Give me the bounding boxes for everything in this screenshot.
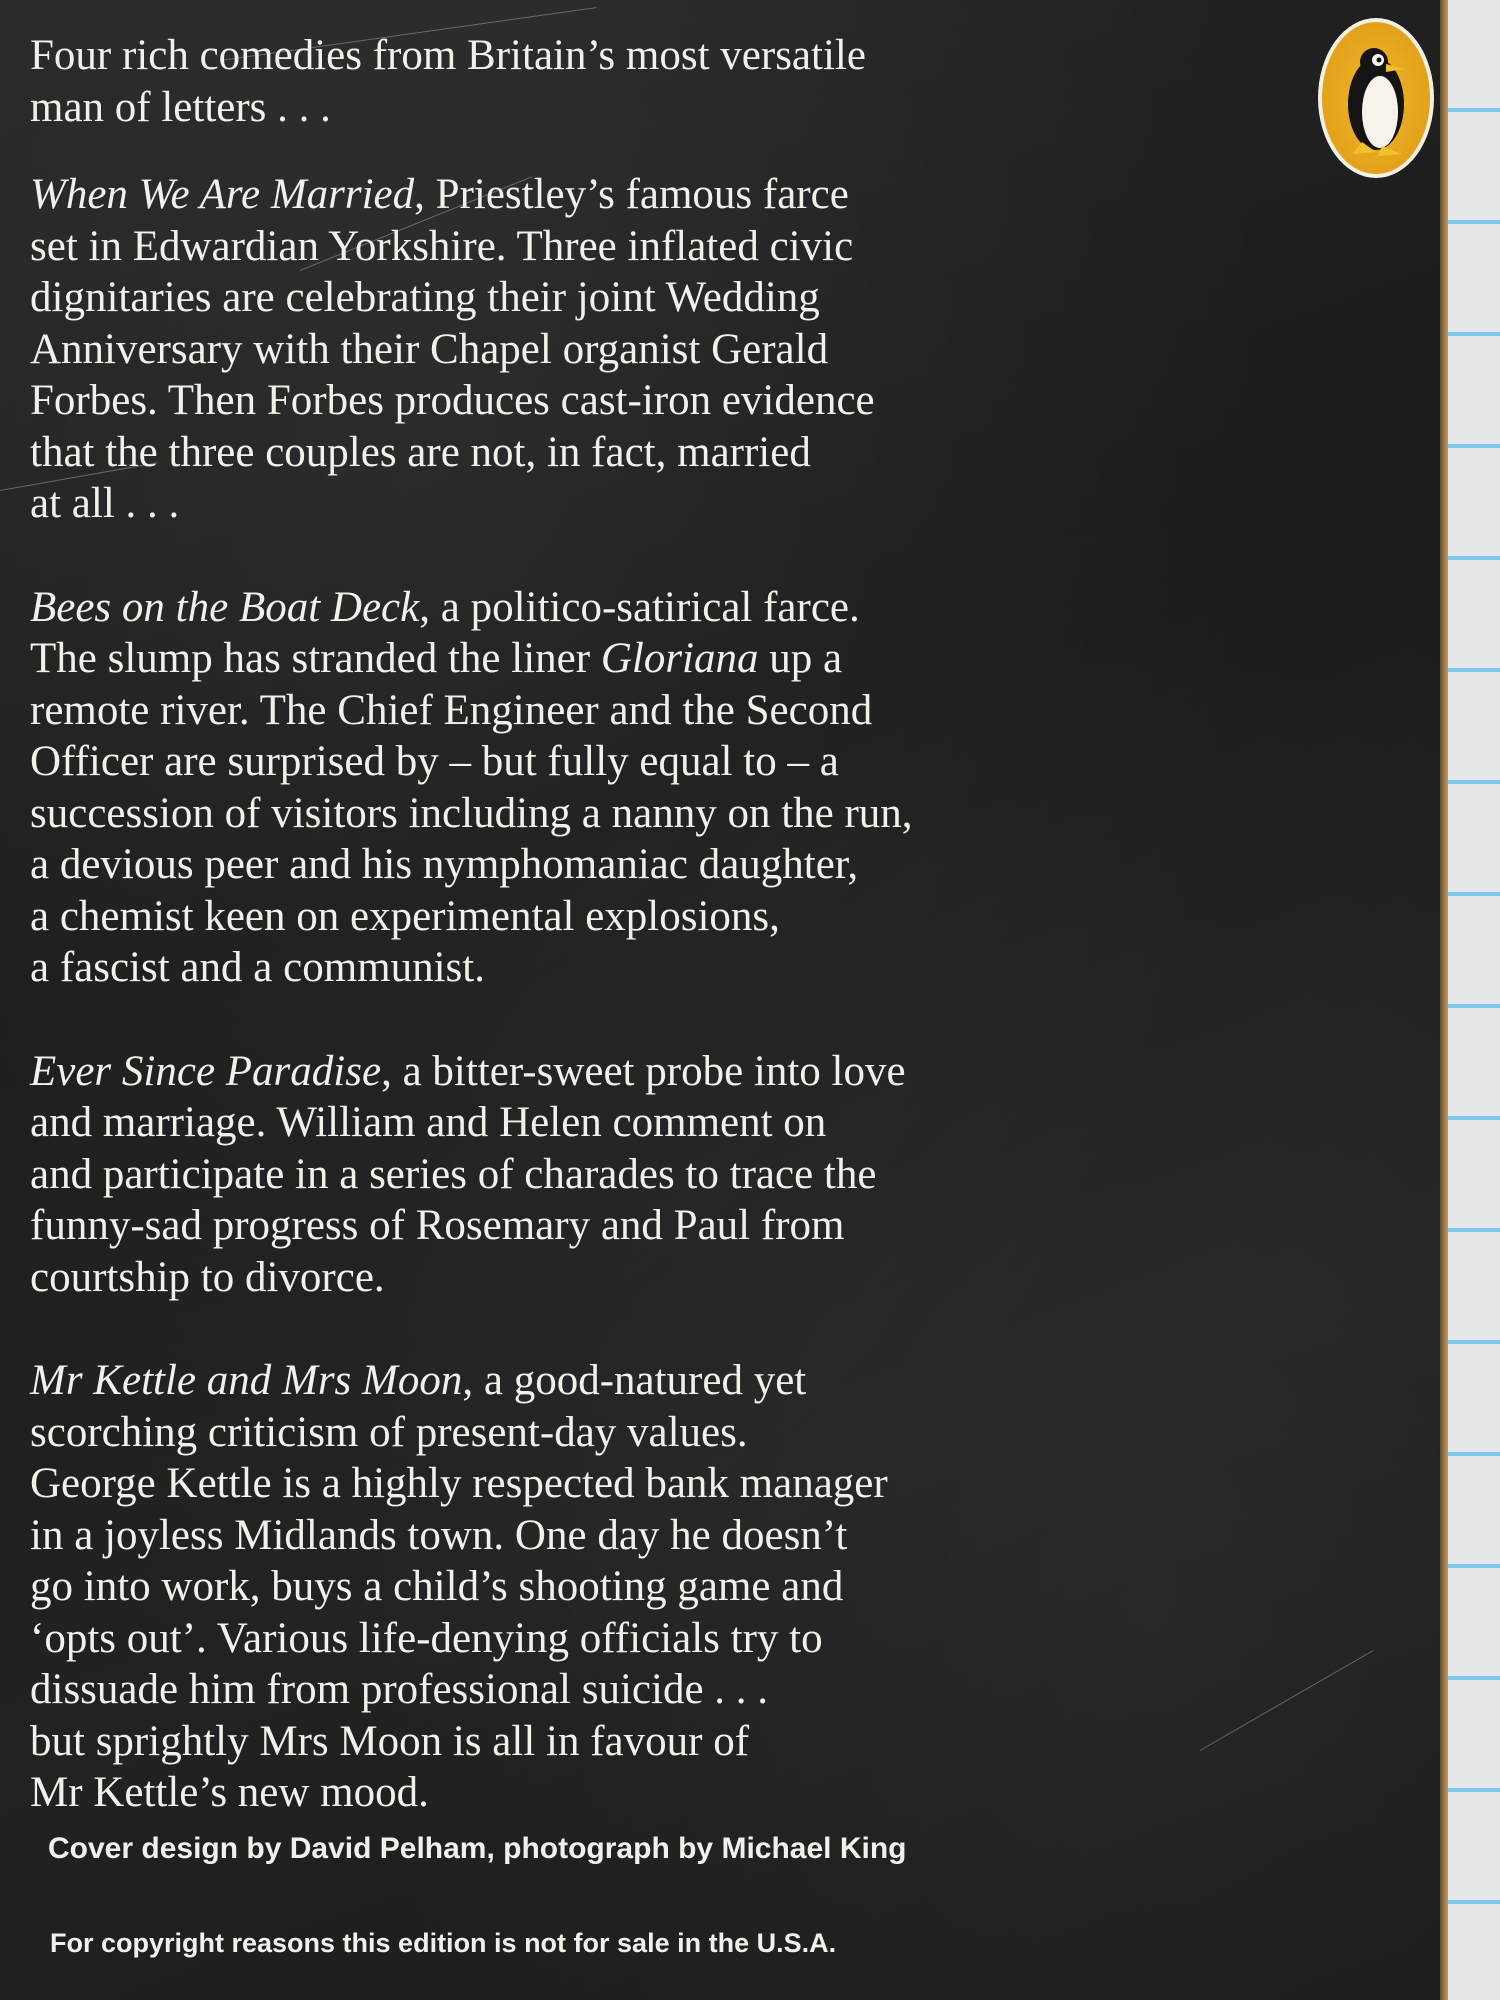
text-line: man of letters . . . bbox=[30, 83, 331, 131]
play-title: Mr Kettle and Mrs Moon bbox=[30, 1357, 463, 1404]
play-description-mr-kettle-and-mrs-moon bbox=[30, 1355, 1100, 1819]
text-fragment: , a bitter-sweet probe into love bbox=[381, 1047, 906, 1095]
text-fragment: , Priestley’s famous farce bbox=[414, 171, 849, 218]
text-line: George Kettle is a highly respected bank manager bbox=[30, 1460, 888, 1507]
penguin-logo-icon bbox=[1318, 18, 1434, 178]
cover-scratch bbox=[1200, 1650, 1374, 1751]
notebook-paper-background bbox=[1440, 0, 1500, 2000]
text-line: a fascist and a communist. bbox=[30, 944, 485, 991]
text-line: remote river. The Chief Engineer and the Second bbox=[30, 686, 873, 734]
text-fragment: , a politico-satirical farce. bbox=[419, 583, 860, 631]
blurb-text bbox=[30, 30, 1100, 1871]
text-line bbox=[30, 1355, 1100, 1407]
ship-name: Gloriana bbox=[600, 635, 759, 682]
text-line: succession of visitors including a nanny on the run, bbox=[30, 789, 913, 837]
text-line bbox=[30, 1046, 1100, 1098]
play-title: Bees on the Boat Deck bbox=[30, 583, 420, 631]
cover-credits: Cover design by David Pelham, photograph by Michael King bbox=[48, 1832, 907, 1865]
text-line: Anniversary with their Chapel organist Gerald bbox=[30, 325, 829, 373]
text-line: and marriage. William and Helen comment on bbox=[30, 1099, 827, 1146]
text-line: in a joyless Midlands town. One day he doesn’t bbox=[30, 1511, 848, 1559]
text-line: courtship to divorce. bbox=[30, 1253, 385, 1301]
play-description-bees-on-the-boat-deck bbox=[30, 582, 1100, 994]
text-line: funny-sad progress of Rosemary and Paul from bbox=[30, 1202, 845, 1249]
text-line: at all . . . bbox=[30, 480, 180, 527]
text-line: Officer are surprised by – but fully equal to – a bbox=[30, 738, 839, 785]
play-title: When We Are Married bbox=[30, 171, 415, 218]
text-line: Four rich comedies from Britain’s most versatile bbox=[30, 32, 866, 79]
text-line: scorching criticism of present-day values. bbox=[30, 1408, 748, 1456]
play-description-when-we-are-married bbox=[30, 169, 1100, 530]
text-line: dignitaries are celebrating their joint Wedding bbox=[30, 274, 820, 321]
text-line: ‘opts out’. Various life-denying officials try to bbox=[30, 1614, 823, 1662]
text-line: Forbes. Then Forbes produces cast-iron evidence bbox=[30, 377, 875, 424]
text-line: set in Edwardian Yorkshire. Three inflated civic bbox=[30, 222, 854, 270]
play-description-ever-since-paradise bbox=[30, 1046, 1100, 1304]
text-line: a devious peer and his nymphomaniac daughter, bbox=[30, 841, 859, 888]
text-fragment: , a good-natured yet bbox=[462, 1357, 807, 1404]
text-line: a chemist keen on experimental explosions, bbox=[30, 892, 780, 940]
copyright-notice: For copyright reasons this edition is not for sale in the U.S.A. bbox=[50, 1928, 837, 1958]
text-line: and participate in a series of charades to trace the bbox=[30, 1150, 877, 1198]
text-fragment: The slump has stranded the liner bbox=[30, 635, 601, 682]
text-line: go into work, buys a child’s shooting game and bbox=[30, 1563, 844, 1610]
text-line: Mr Kettle’s new mood. bbox=[30, 1769, 429, 1816]
text-line: that the three couples are not, in fact, married bbox=[30, 428, 811, 476]
text-line bbox=[30, 169, 1100, 221]
text-line bbox=[30, 582, 1100, 634]
text-line: dissuade him from professional suicide . . . bbox=[30, 1666, 769, 1713]
text-line: but sprightly Mrs Moon is all in favour of bbox=[30, 1717, 750, 1765]
play-title: Ever Since Paradise bbox=[30, 1047, 382, 1095]
text-fragment: up a bbox=[758, 635, 843, 682]
text-line bbox=[30, 633, 1100, 685]
intro-paragraph bbox=[30, 30, 1100, 133]
